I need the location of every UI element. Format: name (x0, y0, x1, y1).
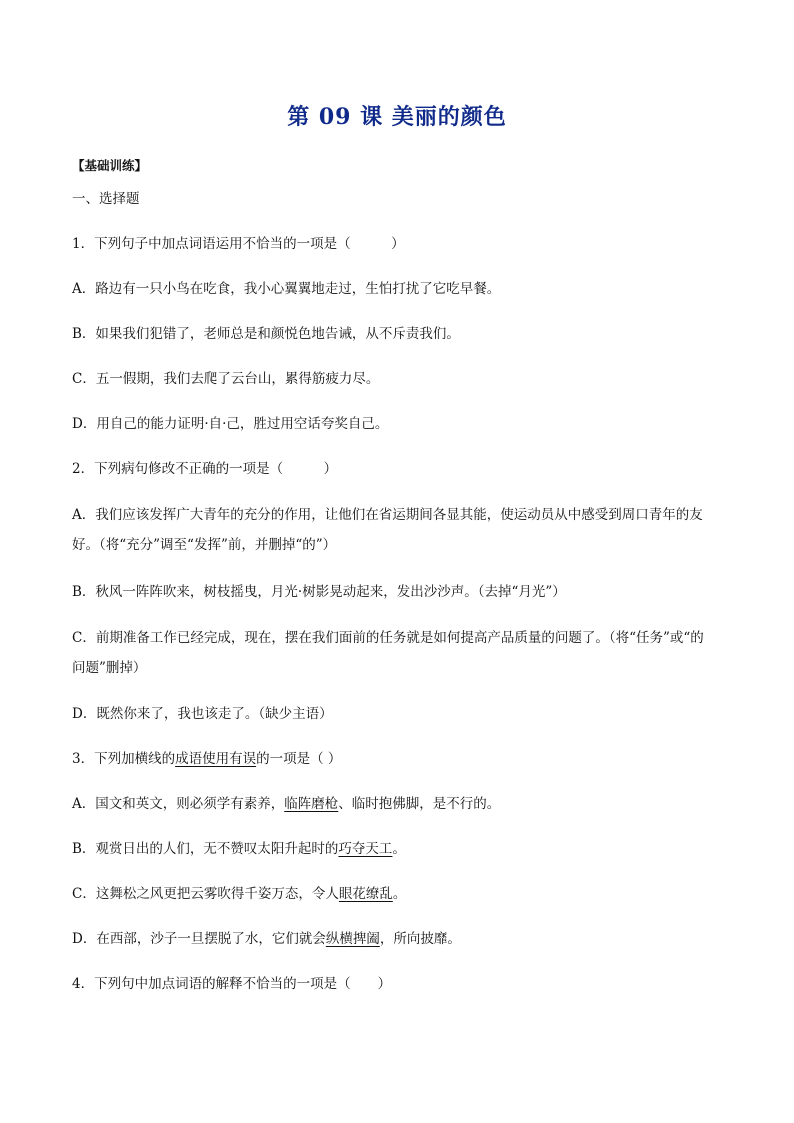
question-1-option-b: B．如果我们犯错了，老师总是和颜悦色地告诫，从不斥责我们。 (72, 326, 460, 342)
option-text-suffix: ，所向披靡。 (379, 931, 461, 947)
underlined-idiom: 纵横捭阖 (325, 931, 380, 947)
question-2-option-d: D．既然你来了，我也该走了。（缺少主语） (72, 706, 333, 722)
question-2-option-c-line2: 问题”删掉） (72, 660, 147, 676)
question-3-option-d (72, 927, 732, 951)
option-text-suffix: 、临时抱佛脚，是不行的。 (338, 796, 501, 812)
option-text: A．国文和英文，则必须学有素养， (72, 796, 285, 812)
question-3-option-b (72, 837, 732, 861)
underlined-idiom: 眼花缭乱 (338, 886, 393, 902)
question-2-option-a-line1: A．我们应该发挥广大青年的充分的作用，让他们在省运期间各显其能，使运动员从中感受到周口青年的友 (72, 507, 703, 523)
question-1-option-d: D．用自己的能力证明·自·己，胜过用空话夸奖自己。 (72, 416, 389, 432)
option-text-suffix: 。 (392, 886, 407, 902)
question-2-option-a-line2: 好。（将“充分”调至“发挥”前，并删掉“的”） (72, 537, 337, 553)
option-text: C．这舞松之风更把云雾吹得千姿万态，令人 (72, 886, 339, 902)
question-3-stem-underlined: 成语使用有误 (175, 751, 257, 767)
question-1-option-a: A．路边有一只小鸟在吃食，我小心翼翼地走过，生怕打扰了它吃早餐。 (72, 281, 501, 297)
question-4-stem: 4．下列句中加点词语的解释不恰当的一项是（ ） (72, 976, 392, 992)
question-3-stem-text: 3．下列加横线的 (72, 751, 176, 767)
underlined-idiom: 临阵磨枪 (284, 796, 339, 812)
question-2-stem: 2．下列病句修改不正确的一项是（ ） (72, 461, 338, 477)
page-title: 第 09 课 美丽的颜色 (287, 104, 507, 130)
question-2-option-c-line1: C．前期准备工作已经完成，现在，摆在我们面前的任务就是如何提高产品质量的问题了。（将“任务”或“的 (72, 630, 704, 646)
option-text-suffix: 。 (392, 841, 406, 857)
part-heading: 一、选择题 (72, 191, 140, 207)
section-heading: 【基础训练】 (72, 158, 148, 173)
question-3-stem-suffix: 的一项是（ ） (256, 751, 342, 767)
option-text: D．在西部，沙子一旦摆脱了水，它们就会 (72, 931, 326, 947)
question-2-option-b: B．秋风一阵阵吹来，树枝摇曳，月光·树影晃动起来，发出沙沙声。（去掉“月光”） (72, 584, 566, 600)
option-text: B．观赏日出的人们，无不赞叹太阳升起时的 (72, 841, 339, 857)
question-1-stem: 1．下列句子中加点词语运用不恰当的一项是（ ） (72, 236, 405, 252)
underlined-idiom: 巧夺天工 (338, 841, 393, 857)
question-3-stem (72, 747, 732, 771)
question-3-option-c (72, 882, 732, 906)
question-1-option-c: C．五一假期，我们去爬了云台山，累得筋疲力尽。 (72, 371, 380, 387)
question-3-option-a (72, 792, 732, 816)
